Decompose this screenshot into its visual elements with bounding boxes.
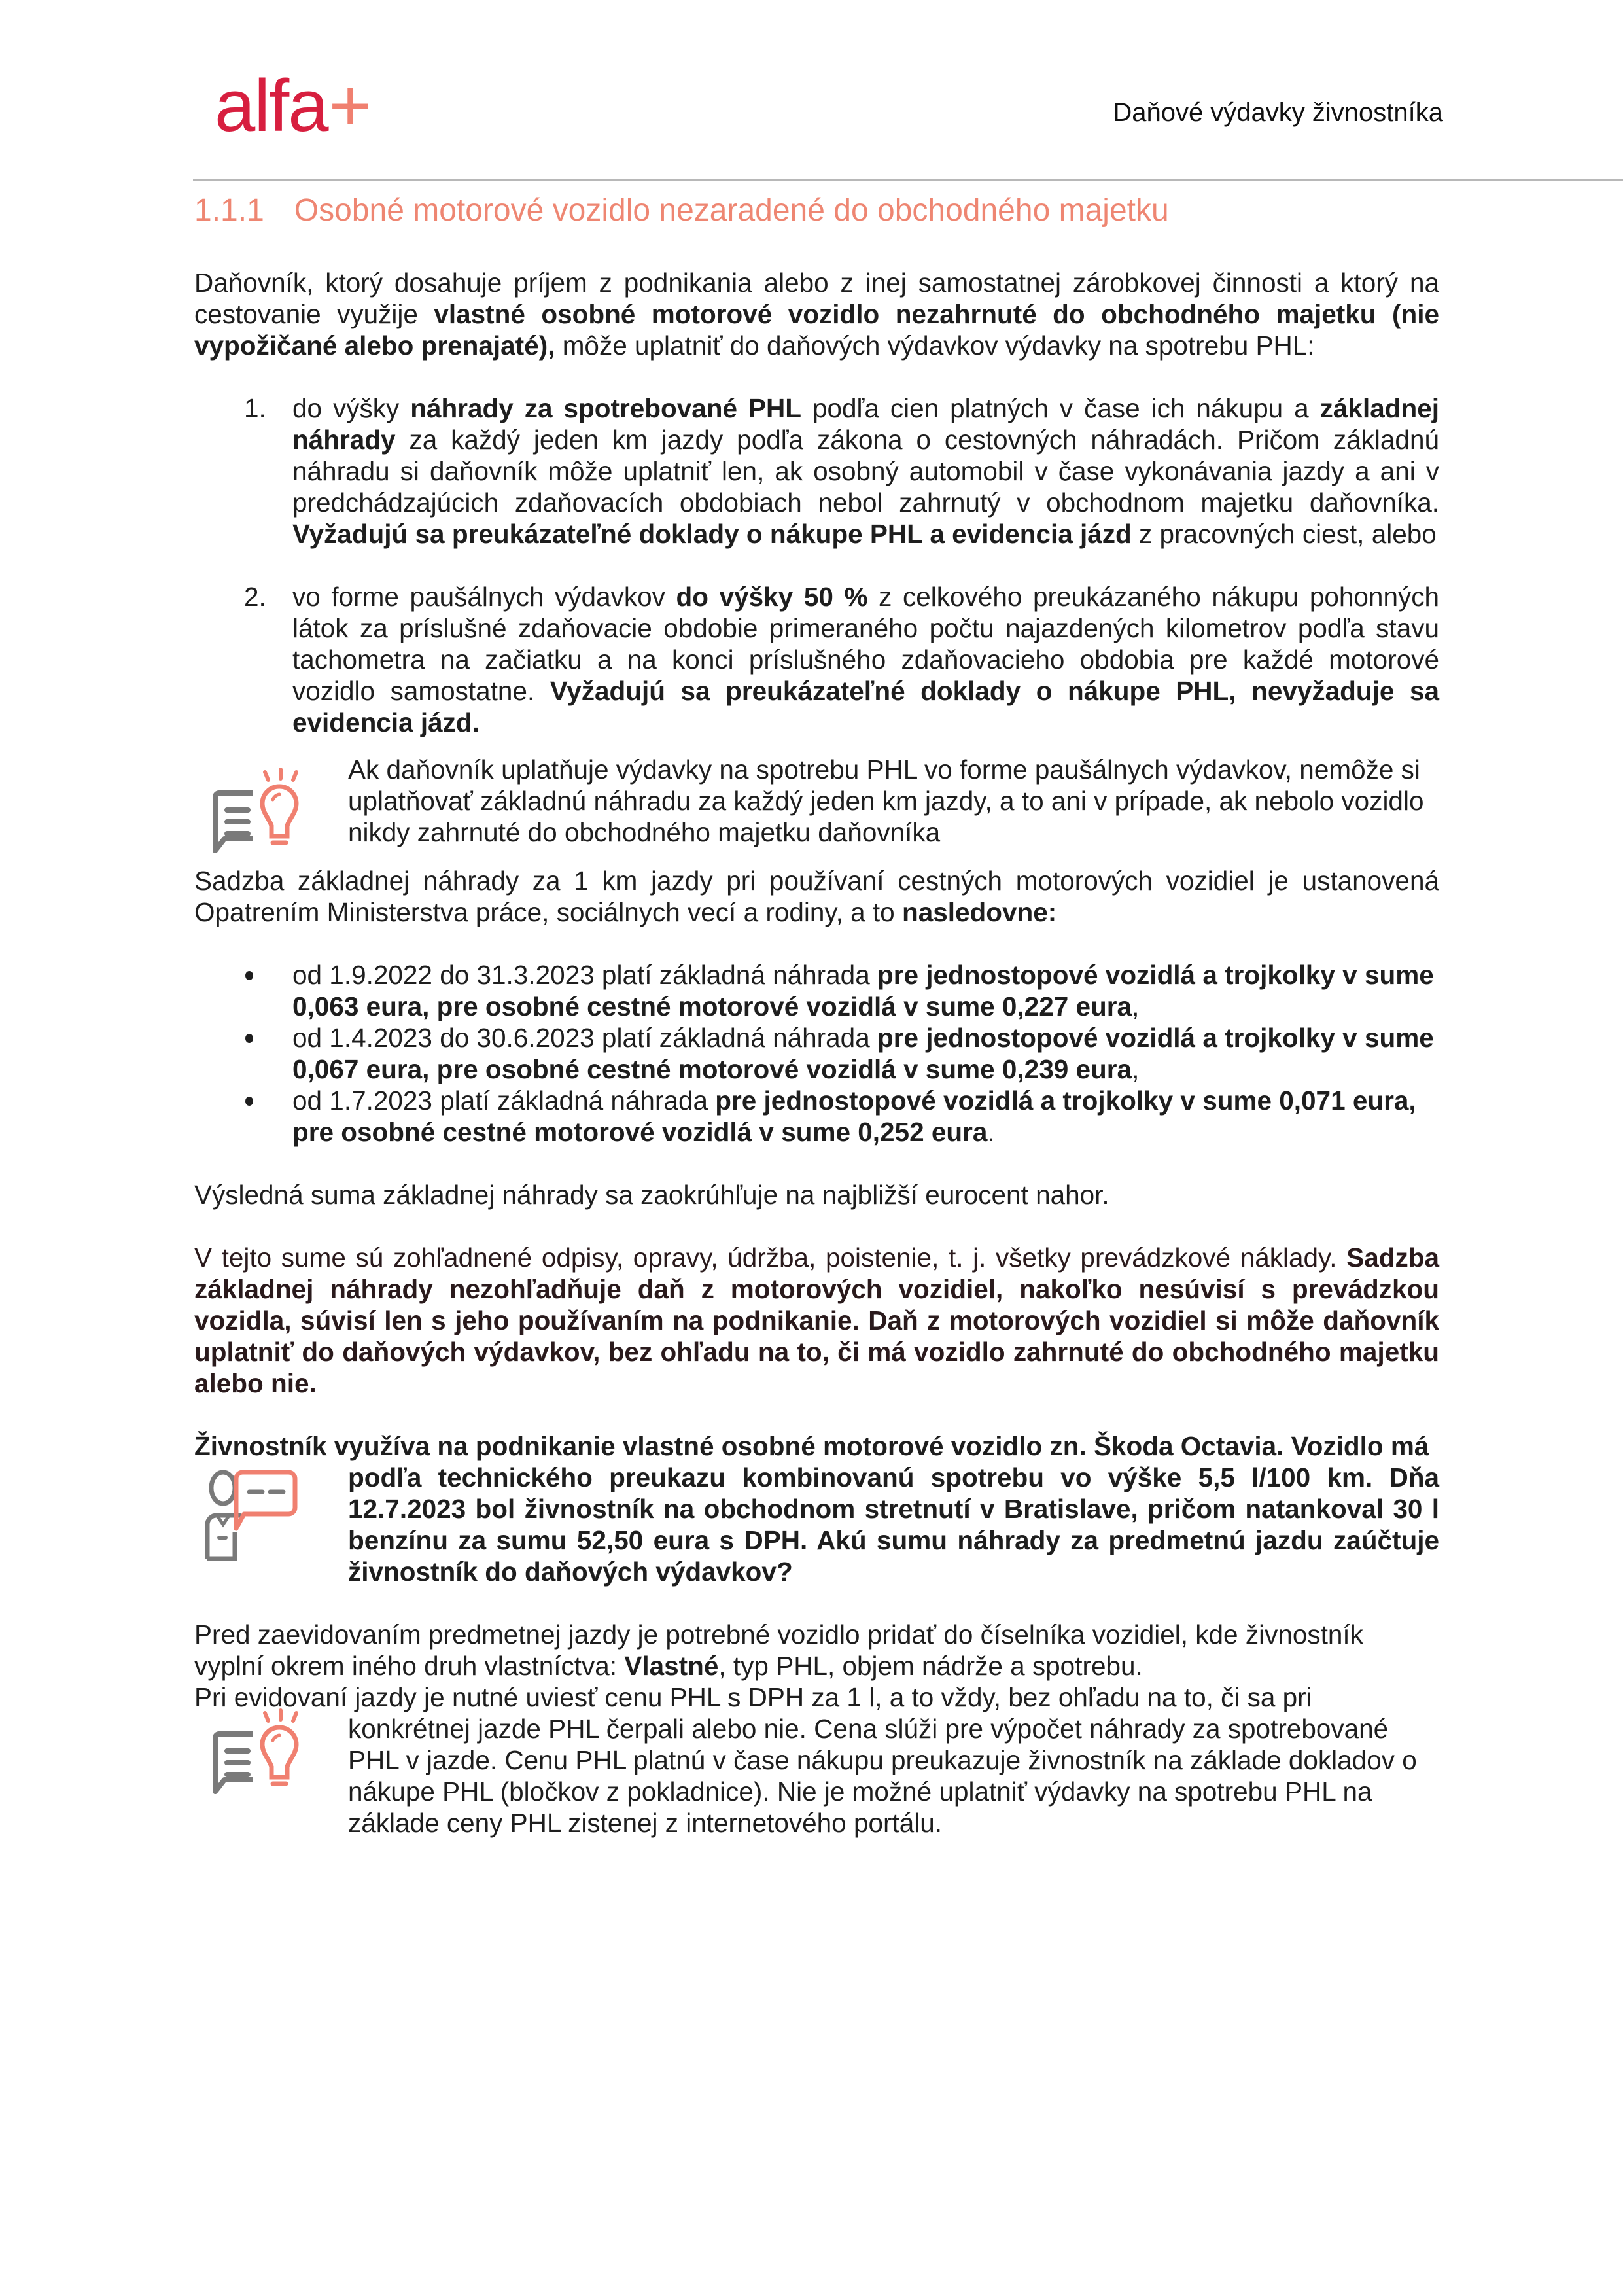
rate-punct: , [1132,991,1140,1021]
option-text: za každý jeden km jazdy podľa zákona o cestovných náhradách. Pričom základnú náhradu si daňovník môže uplatniť len, ak osobný automobil v čase vykonávania jazdy a ani v predchádzajúcich zdaňovacích obdobiach nebol zahrnutý v obchodnom majetku daňovníka. [292,425,1439,518]
options-list [194,393,1439,738]
option-text: vo forme paušálnych výdavkov [292,582,676,612]
list-marker: 1. [244,393,266,423]
intro-emphasis: vlastné osobné motorové vozidlo nezahrnuté do obchodného majetku (nie vypožičané alebo prenajaté), [194,299,1439,361]
rate-item [194,1022,1439,1085]
rate-text: od 1.7.2023 platí základná náhrada [292,1086,716,1116]
rate-punct: , [1132,1054,1140,1084]
header-divider [193,179,1623,181]
rate-emphasis: pre jednostopové vozidlá a trojkolky v sume 0,071 eura, pre osobné cestné motorové vozidlá v sume 0,252 eura [292,1086,1416,1147]
costs-paragraph [194,1242,1439,1399]
bullet-icon [245,1034,253,1043]
option-emphasis: základnej náhrady [292,393,1439,455]
rounding-note: Výsledná suma základnej náhrady sa zaokrúhľuje na najbližší eurocent nahor. [194,1180,1109,1210]
tip-box-flat-rate [194,754,1439,848]
example-box [194,1430,1439,1587]
registration-text: Pred zaevidovaním predmetnej jazdy je potrebné vozidlo pridať do číselníka vozidiel, kde živnostník vyplní okrem iného druh vlastníctva: [194,1619,1363,1681]
rates-intro-emphasis: nasledovne: [901,897,1057,927]
rates-list [194,959,1439,1148]
registration-paragraph [194,1619,1439,1682]
person-speech-icon [202,1470,307,1561]
option-text: z pracovných ciest, alebo [1131,519,1437,549]
tip-text: konkrétnej jazde PHL čerpali alebo nie. Cena slúži pre výpočet náhrady za spotrebované PHL v jazde. Cenu PHL platnú v čase nákupu preukazuje živnostník na základe dokladov o nákupe PHL (bločkov z pokladnice). Nie je možné uplatniť výdavky na spotrebu PHL na základe ceny PHL zistenej z internetového portálu. [348,1714,1417,1838]
main-content [194,191,1439,1839]
example-first-line: Živnostník využíva na podnikanie vlastné osobné motorové vozidlo zn. Škoda Octavia. Vozidlo má [194,1431,1429,1461]
option-emphasis: do výšky 50 % [676,582,868,612]
running-header-title: Daňové výdavky živnostníka [1113,98,1443,127]
rate-emphasis: pre jednostopové vozidlá a trojkolky v sume 0,063 eura, pre osobné cestné motorové vozidlá v sume 0,227 eura [292,960,1434,1021]
rate-item [194,1085,1439,1148]
bullet-icon [245,1097,253,1106]
option-emphasis: Vyžadujú sa preukázateľné doklady o nákupe PHL a evidencia jázd [292,519,1132,549]
intro-text: Daňovník, ktorý dosahuje príjem z podnikania alebo z inej samostatnej zárobkovej činnosti a ktorý na cestovanie využije [194,268,1439,329]
bullet-icon [245,971,253,980]
costs-emphasis: Sadzba základnej náhrady nezohľadňuje daň z motorových vozidiel, nakoľko nesúvisí s prevádzkou vozidla, súvisí len s jeho používaním na podnikanie. Daň z motorových vozidiel si môže daňovník uplatniť do daňových výdavkov, bez ohľadu na to, či má vozidlo zahrnuté do obchodného majetku alebo nie. [194,1243,1439,1398]
option-text: do výšky [292,393,411,423]
costs-text: V tejto sume sú zohľadnené odpisy, opravy, údržba, poistenie, t. j. všetky prevádzkové náklady. [194,1243,1347,1273]
rate-emphasis: pre jednostopové vozidlá a trojkolky v sume 0,067 eura, pre osobné cestné motorové vozidlá v sume 0,239 eura [292,1023,1434,1084]
example-text: podľa technického preukazu kombinovanú spotrebu vo výške 5,5 l/100 km. Dňa 12.7.2023 bol živnostník na obchodnom stretnutí v Bratislave, pričom natankoval 30 l benzínu za sumu 52,50 eura s DPH. Akú sumu náhrady za predmetnú jazdu zaúčtuje živnostník do daňových výdavkov? [348,1462,1439,1587]
rate-text: od 1.4.2023 do 30.6.2023 platí základná náhrada [292,1023,877,1053]
rate-item [194,959,1439,1022]
intro-text-end: môže uplatniť do daňových výdavkov výdavky na spotrebu PHL: [555,330,1315,361]
option-text: podľa cien platných v čase ich nákupu a [801,393,1320,423]
logo-text: alfa [215,65,328,147]
tip-box-fuel-price [194,1682,1439,1839]
ownership-type-value: Vlastné [624,1651,719,1681]
logo-plus: + [328,65,370,147]
option-emphasis: náhrady za spotrebované PHL [410,393,801,423]
section-number: 1.1.1 [194,193,264,228]
option-item-2 [194,581,1439,738]
intro-paragraph [194,267,1439,361]
list-marker: 2. [244,582,266,612]
rates-intro-text: Sadzba základnej náhrady za 1 km jazdy pri používaní cestných motorových vozidiel je ustanovená Opatrením Ministerstva práce, sociálnych vecí a rodiny, a to [194,866,1439,927]
option-item-1 [194,393,1439,550]
tip-text: Ak daňovník uplatňuje výdavky na spotrebu PHL vo forme paušálnych výdavkov, nemôže si uplatňovať základnú náhradu za každý jeden km jazdy, a to ani v prípade, ak nebolo vozidlo nikdy zahrnuté do obchodného majetku daňovníka [348,754,1424,847]
option-emphasis: Vyžadujú sa preukázateľné doklady o nákupe PHL, nevyžaduje sa evidencia jázd. [292,676,1439,737]
rate-punct: . [987,1117,995,1147]
section-title: Osobné motorové vozidlo nezaradené do obchodného majetku [294,193,1169,228]
option-text: z celkového preukázaného nákupu pohonných látok za príslušné zdaňovacie obdobie primeraného počtu najazdených kilometrov podľa stavu tachometra na začiatku a na konci príslušného zdaňovacieho obdobia pre každé motorové vozidlo samostatne. [292,582,1439,706]
tip-first-line: Pri evidovaní jazdy je nutné uviesť cenu PHL s DPH za 1 l, a to vždy, bez ohľadu na to, či sa pri [194,1682,1312,1712]
alfa-plus-logo [215,65,370,147]
chat-lightbulb-icon [207,767,312,865]
rates-intro [194,865,1439,928]
chat-lightbulb-icon [207,1708,312,1806]
registration-text-end: , typ PHL, objem nádrže a spotrebu. [718,1651,1143,1681]
section-heading [194,191,1439,230]
rate-text: od 1.9.2022 do 31.3.2023 platí základná náhrada [292,960,877,990]
